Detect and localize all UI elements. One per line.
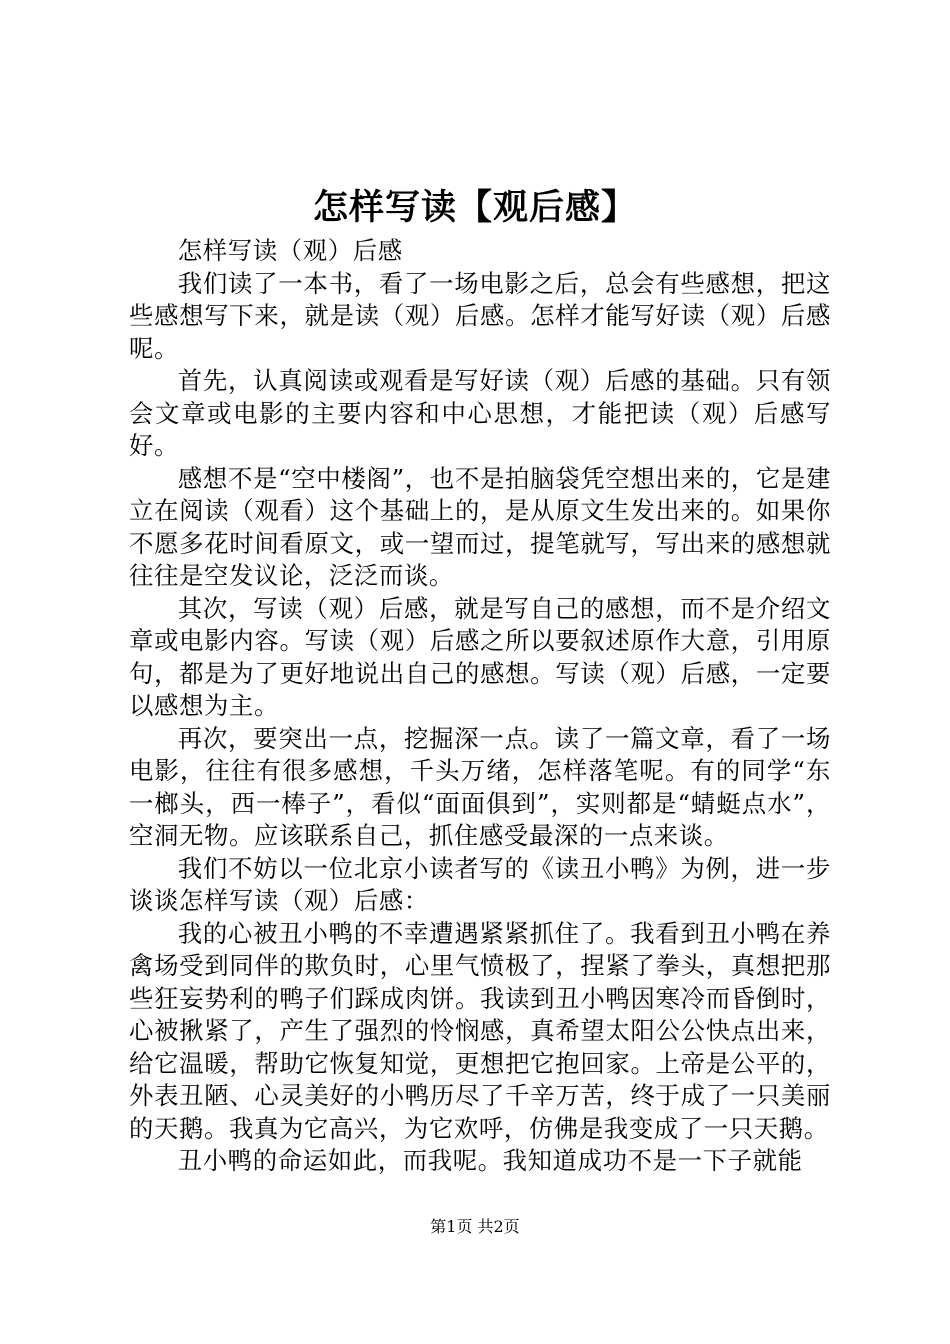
paragraph-subtitle: 怎样写读（观）后感: [177, 236, 403, 265]
page-footer: 第1页 共2页: [430, 1217, 520, 1236]
document-title: 怎样写读【观后感】: [312, 187, 637, 228]
paragraph: 我们不妨以一位北京小读者写的《读丑小鸭》为例，进一步谈谈怎样写读（观）后感：: [129, 853, 831, 915]
document-body: [129, 235, 831, 1178]
paragraph: 丑小鸭的命运如此，而我呢。我知道成功不是一下子就能: [177, 1146, 803, 1175]
paragraph: 首先，认真阅读或观看是写好读（观）后感的基础。只有领会文章或电影的主要内容和中心思想，才能把读（观）后感写好。: [129, 366, 831, 460]
paragraph: 我们读了一本书，看了一场电影之后，总会有些感想，把这些感想写下来，就是读（观）后感。怎样才能写好读（观）后感呢。: [129, 268, 831, 363]
paragraph: 感想不是“空中楼阁”，也不是拍脑袋凭空想出来的，它是建立在阅读（观看）这个基础上的，是从原文生发出来的。如果你不愿多花时间看原文，或一望而过，提笔就写，写出来的感想就往往是空发议论，泛泛而谈。: [129, 463, 831, 590]
paragraph: 其次，写读（观）后感，就是写自己的感想，而不是介绍文章或电影内容。写读（观）后感之所以要叙述原作大意，引用原句，都是为了更好地说出自己的感想。写读（观）后感，一定要以感想为主。: [129, 593, 831, 720]
paragraph: 再次，要突出一点，挖掘深一点。读了一篇文章，看了一场电影，往往有很多感想，千头万绪，怎样落笔呢。有的同学“东一榔头，西一棒子”，看似“面面俱到”，实则都是“蜻蜓点水”，空洞无物。应该联系自己，抓住感受最深的一点来谈。: [129, 723, 831, 850]
paragraph: 我的心被丑小鸭的不幸遭遇紧紧抓住了。我看到丑小鸭在养禽场受到同伴的欺负时，心里气愤极了，捏紧了拳头，真想把那些狂妄势利的鸭子们踩成肉饼。我读到丑小鸭因寒冷而昏倒时，心被揪紧了，产生了强烈的怜悯感，真希望太阳公公快点出来，给它温暖，帮助它恢复知觉，更想把它抱回家。上帝是公平的，外表丑陋、心灵美好的小鸭历尽了千辛万苦，终于成了一只美丽的天鹅。我真为它高兴，为它欢呼，仿佛是我变成了一只天鹅。: [129, 918, 831, 1143]
